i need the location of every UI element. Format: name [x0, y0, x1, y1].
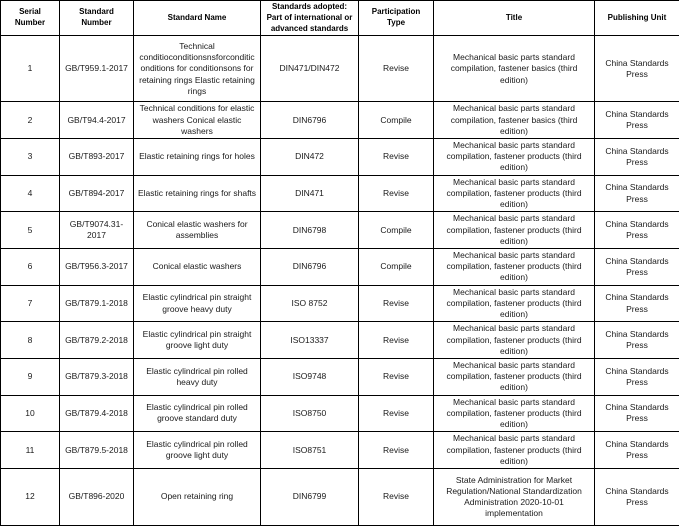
cell-participation-type: Revise	[359, 432, 434, 469]
cell-participation-type: Revise	[359, 139, 434, 176]
header-standard-number: Standard Number	[60, 1, 134, 36]
table-row	[1, 285, 679, 322]
cell-publishing-unit: China Standards Press	[595, 36, 679, 102]
cell-standard-name: Elastic cylindrical pin straight groove heavy duty	[134, 285, 261, 322]
cell-title: Mechanical basic parts standard compilation, fastener products (third edition)	[434, 395, 595, 432]
cell-serial: 3	[1, 139, 60, 176]
header-participation-type: Participation Type	[359, 1, 434, 36]
table-row	[1, 468, 679, 525]
cell-adopted-standard: ISO 8752	[261, 285, 359, 322]
cell-title: Mechanical basic parts standard compilation, fastener products (third edition)	[434, 285, 595, 322]
cell-adopted-standard: DIN471	[261, 175, 359, 212]
cell-adopted-standard: ISO13337	[261, 322, 359, 359]
cell-title: Mechanical basic parts standard compilation, fastener basics (third edition)	[434, 36, 595, 102]
header-serial-number: Serial Number	[1, 1, 60, 36]
cell-standard-name: Elastic cylindrical pin rolled heavy duty	[134, 358, 261, 395]
cell-serial: 11	[1, 432, 60, 469]
table-row	[1, 249, 679, 286]
table-row	[1, 36, 679, 102]
cell-title: Mechanical basic parts standard compilation, fastener products (third edition)	[434, 175, 595, 212]
cell-adopted-standard: DIN471/DIN472	[261, 36, 359, 102]
cell-standard-number: GB/T959.1-2017	[60, 36, 134, 102]
cell-standard-name: Elastic retaining rings for shafts	[134, 175, 261, 212]
cell-standard-name: Technical conditions for elastic washers Conical elastic washers	[134, 102, 261, 139]
header-row	[1, 1, 679, 36]
cell-participation-type: Revise	[359, 322, 434, 359]
cell-serial: 6	[1, 249, 60, 286]
cell-standard-number: GB/T893-2017	[60, 139, 134, 176]
cell-serial: 5	[1, 212, 60, 249]
table-row	[1, 358, 679, 395]
cell-serial: 10	[1, 395, 60, 432]
cell-participation-type: Revise	[359, 285, 434, 322]
cell-adopted-standard: DIN6799	[261, 468, 359, 525]
cell-serial: 8	[1, 322, 60, 359]
table-row	[1, 175, 679, 212]
cell-participation-type: Revise	[359, 468, 434, 525]
cell-serial: 9	[1, 358, 60, 395]
cell-adopted-standard: ISO8751	[261, 432, 359, 469]
table-row	[1, 212, 679, 249]
cell-publishing-unit: China Standards Press	[595, 432, 679, 469]
cell-standard-name: Technical conditioconditionsnsforconditiconditions for conditionsons for retaining rings Elastic retaining rings	[134, 36, 261, 102]
cell-participation-type: Compile	[359, 212, 434, 249]
cell-standard-name: Elastic cylindrical pin rolled groove light duty	[134, 432, 261, 469]
cell-standard-name: Open retaining ring	[134, 468, 261, 525]
cell-title: Mechanical basic parts standard compilation, fastener products (third edition)	[434, 432, 595, 469]
cell-standard-number: GB/T9074.31-2017	[60, 212, 134, 249]
cell-standard-number: GB/T956.3-2017	[60, 249, 134, 286]
cell-standard-name: Elastic cylindrical pin rolled groove standard duty	[134, 395, 261, 432]
cell-adopted-standard: DIN472	[261, 139, 359, 176]
cell-standard-number: GB/T879.5-2018	[60, 432, 134, 469]
cell-publishing-unit: China Standards Press	[595, 102, 679, 139]
cell-publishing-unit: China Standards Press	[595, 395, 679, 432]
cell-standard-number: GB/T94.4-2017	[60, 102, 134, 139]
header-title: Title	[434, 1, 595, 36]
cell-serial: 12	[1, 468, 60, 525]
cell-adopted-standard: ISO8750	[261, 395, 359, 432]
cell-standard-number: GB/T879.3-2018	[60, 358, 134, 395]
table-row	[1, 102, 679, 139]
cell-publishing-unit: China Standards Press	[595, 175, 679, 212]
cell-publishing-unit: China Standards Press	[595, 212, 679, 249]
table-row	[1, 432, 679, 469]
cell-title: Mechanical basic parts standard compilation, fastener basics (third edition)	[434, 102, 595, 139]
header-publishing-unit: Publishing Unit	[595, 1, 679, 36]
cell-title: Mechanical basic parts standard compilation, fastener products (third edition)	[434, 358, 595, 395]
cell-title: State Administration for Market Regulation/National Standardization Administration 2020-10-01 implementation	[434, 468, 595, 525]
cell-publishing-unit: China Standards Press	[595, 322, 679, 359]
cell-participation-type: Revise	[359, 395, 434, 432]
table-row	[1, 322, 679, 359]
cell-publishing-unit: China Standards Press	[595, 249, 679, 286]
cell-adopted-standard: ISO9748	[261, 358, 359, 395]
cell-adopted-standard: DIN6798	[261, 212, 359, 249]
cell-participation-type: Compile	[359, 249, 434, 286]
cell-standard-number: GB/T879.1-2018	[60, 285, 134, 322]
cell-serial: 2	[1, 102, 60, 139]
cell-participation-type: Compile	[359, 102, 434, 139]
header-adopted-standard: Standards adopted: Part of international or advanced standards	[261, 1, 359, 36]
cell-adopted-standard: DIN6796	[261, 102, 359, 139]
cell-standard-name: Conical elastic washers	[134, 249, 261, 286]
cell-publishing-unit: China Standards Press	[595, 139, 679, 176]
cell-serial: 1	[1, 36, 60, 102]
cell-serial: 7	[1, 285, 60, 322]
cell-title: Mechanical basic parts standard compilation, fastener products (third edition)	[434, 249, 595, 286]
cell-standard-number: GB/T879.2-2018	[60, 322, 134, 359]
cell-standard-number: GB/T879.4-2018	[60, 395, 134, 432]
cell-participation-type: Revise	[359, 175, 434, 212]
cell-serial: 4	[1, 175, 60, 212]
cell-adopted-standard: DIN6796	[261, 249, 359, 286]
cell-standard-number: GB/T894-2017	[60, 175, 134, 212]
cell-standard-number: GB/T896-2020	[60, 468, 134, 525]
cell-participation-type: Revise	[359, 358, 434, 395]
cell-standard-name: Elastic cylindrical pin straight groove light duty	[134, 322, 261, 359]
cell-publishing-unit: China Standards Press	[595, 358, 679, 395]
cell-standard-name: Conical elastic washers for assemblies	[134, 212, 261, 249]
table-row	[1, 139, 679, 176]
cell-title: Mechanical basic parts standard compilation, fastener products (third edition)	[434, 212, 595, 249]
cell-participation-type: Revise	[359, 36, 434, 102]
cell-title: Mechanical basic parts standard compilation, fastener products (third edition)	[434, 139, 595, 176]
header-standard-name: Standard Name	[134, 1, 261, 36]
cell-publishing-unit: China Standards Press	[595, 468, 679, 525]
cell-standard-name: Elastic retaining rings for holes	[134, 139, 261, 176]
table-row	[1, 395, 679, 432]
cell-publishing-unit: China Standards Press	[595, 285, 679, 322]
cell-title: Mechanical basic parts standard compilation, fastener products (third edition)	[434, 322, 595, 359]
